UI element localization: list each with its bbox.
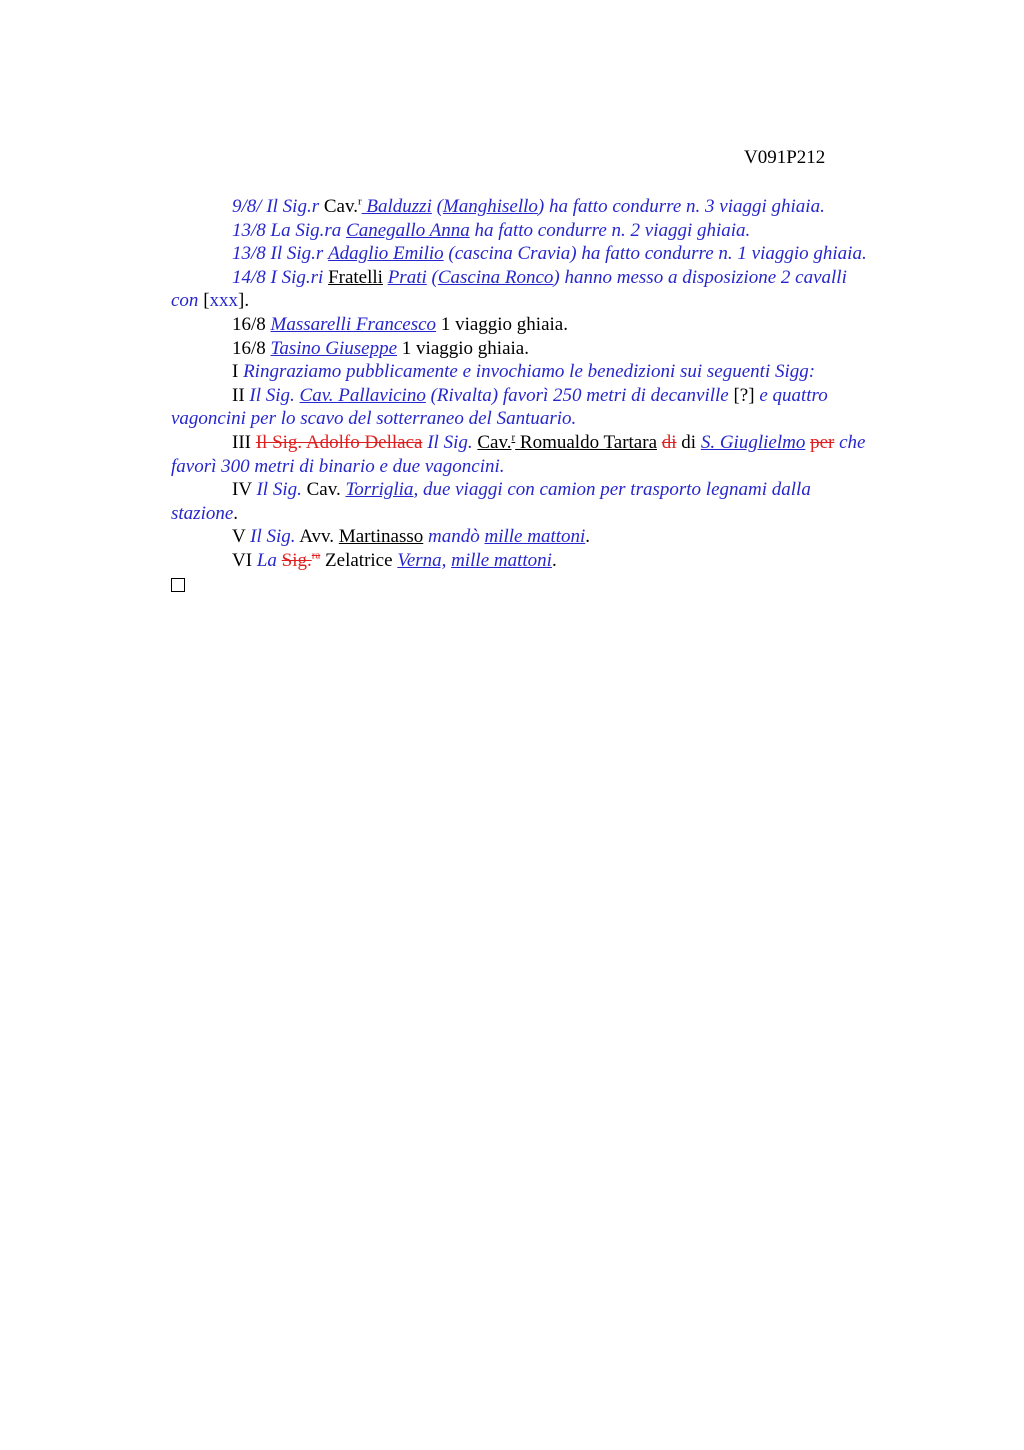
entry-line: 13/8 Il Sig.r Adaglio Emilio (cascina Cravia) ha fatto condurre n. 1 viaggio ghiaia.: [232, 243, 867, 265]
numbered-line: III Il Sig. Adolfo Dellaca Il Sig. Cav.$^r$ Romualdo Tartara di di S. Giuglielmo per che: [232, 431, 866, 453]
numbered-line: IV Il Sig. Cav. Torriglia, due viaggi con camion per trasporto legnami dalla: [232, 479, 811, 501]
deleted-text: di: [661, 431, 677, 453]
numbered-line: V Il Sig. Avv. Martinasso mandò mille mattoni.: [232, 526, 591, 548]
numbered-line-cont: vagoncini per lo scavo del sotterraneo del Santuario.: [171, 408, 577, 430]
deleted-text: Il Sig. Adolfo Dellaca: [255, 431, 423, 453]
entry-line: 16/8 Massarelli Francesco 1 viaggio ghiaia.: [232, 313, 568, 335]
transcription-body: [171, 195, 931, 598]
numbered-line-cont: favorì 300 metri di binario e due vagoncini.: [171, 455, 505, 477]
entry-line-cont: con [xxx].: [171, 290, 250, 312]
square-outline-icon: [171, 578, 185, 592]
deleted-text: per: [810, 431, 835, 453]
numbered-line: II Il Sig. Cav. Pallavicino (Rivalta) favorì 250 metri di decanville [?] e quattro: [232, 384, 828, 406]
numbered-line: I Ringraziamo pubblicamente e invochiamo le benedizioni sui seguenti Sigg:: [232, 361, 816, 383]
page-id: V091P212: [744, 147, 826, 168]
numbered-line: VI La Sig.$^{ra}$ Zelatrice Verna, mille mattoni.: [232, 549, 557, 571]
numbered-line-cont: stazione.: [171, 502, 239, 524]
entry-line: 13/8 La Sig.ra Canegallo Anna ha fatto condurre n. 2 viaggi ghiaia.: [232, 219, 751, 241]
entry-line: 9/8/ Il Sig.r Cav.$^r$ Balduzzi (Manghisello) ha fatto condurre n. 3 viaggi ghiaia.: [232, 195, 825, 217]
entry-line: 16/8 Tasino Giuseppe 1 viaggio ghiaia.: [232, 337, 529, 359]
deleted-text: Sig.: [281, 549, 312, 571]
entry-line: 14/8 I Sig.ri Fratelli Prati (Cascina Ronco) hanno messo a disposizione 2 cavalli: [232, 266, 847, 288]
